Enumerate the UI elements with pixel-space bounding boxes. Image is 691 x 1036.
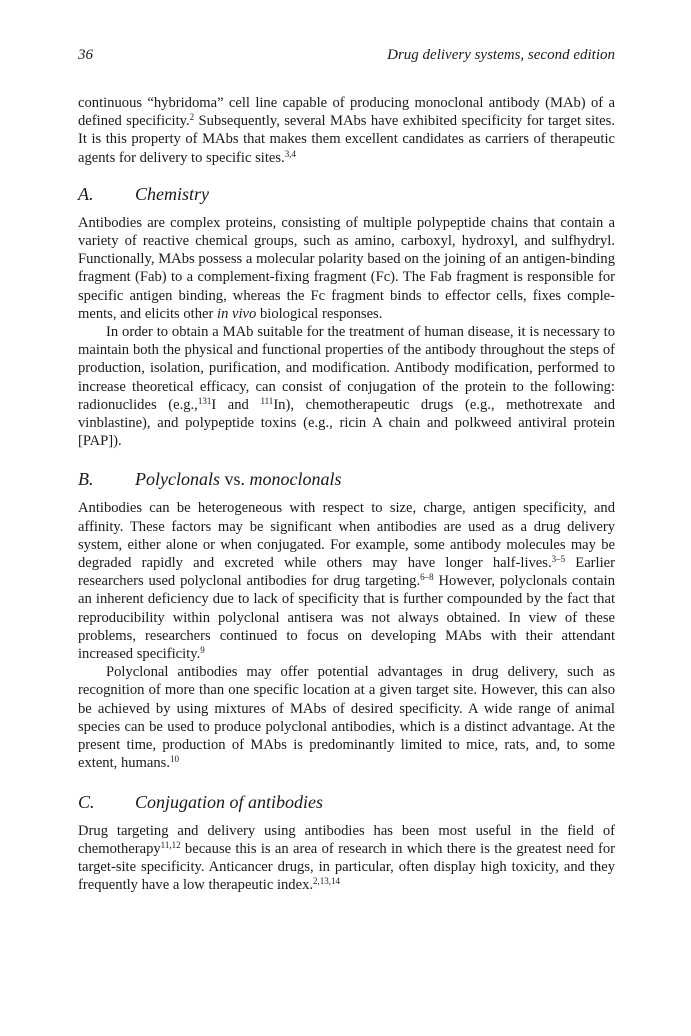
- section-b-paragraph-1: [78, 499, 615, 663]
- paragraph-text: biological responses.: [256, 305, 383, 322]
- intro-text-2: Subsequently, several MAbs have exhibited specificity for target sites. It is this property of MAbs that makes them excellent candidates as carriers of therapeutic agents for delivery to specific sites.: [78, 113, 615, 166]
- paragraph-text: Drug targeting and delivery using antibodies has been most useful in the field of chemotherapy: [78, 822, 615, 857]
- section-title: Chemistry: [135, 183, 209, 204]
- running-title: Drug delivery systems, second edition: [387, 47, 615, 63]
- section-a-paragraph-2: [78, 323, 615, 450]
- reference-superscript: 11,12: [160, 839, 181, 850]
- paragraph-text: Antibodies are complex proteins, consisting of multiple polypeptide chains that contain a variety of reactive chemical groups, such as amino, carboxyl, hydroxyl, and sulfhydryl. Functionally, MAbs possess a molecular polarity based on the joining of an antigen-binding fragment (Fab) to a complement-fixing fragment (Fc). The Fab fragment is responsible for specific antigen binding, whereas the Fc fragment binds to effector cells, fixes complements, and elicits other: [78, 214, 615, 322]
- paragraph-text: In order to obtain a MAb suitable for the treatment of human disease, it is necessary to maintain both the physical and functional properties of the antibody throughout the steps of production, isolation, purification, and modification. Antibody modification, performed to increase theoretical efficacy, can consist of conjugation of the protein to the following: radionuclides (e.g.,: [78, 324, 615, 413]
- section-title-vs: vs.: [224, 469, 245, 490]
- paragraph-text: In), chemotherapeutic drugs (e.g., methotrexate and vinblastine), and polypeptide toxins (e.g., ricin A chain and polkweed antiviral protein [PAP]).: [78, 396, 615, 450]
- section-a-paragraph-1: [78, 214, 615, 323]
- section-title-part: monoclonals: [245, 469, 342, 490]
- paragraph-text: Polyclonal antibodies may offer potential advantages in drug delivery, such as recognition of more than one specific location at a given target site. However, this can also be achieved by using mixtures of MAbs of desired specificity. A wide range of animal species can be used to produce polyclonal antibodies, which is a distinct advantage. At the present time, production of MAbs is predominantly limited to mice, rats, and, to some extent, humans.: [78, 664, 615, 772]
- section-b-paragraph-2: [78, 663, 615, 772]
- page-body: [78, 94, 615, 894]
- reference-superscript: 3,4: [284, 148, 296, 159]
- paragraph-text: because this is an area of research in which there is the greatest need for target-site specificity. Anticancer drugs, in particular, often display high toxicity, and they frequently have a low therapeutic index.: [78, 840, 615, 894]
- reference-superscript: 6–8: [420, 572, 434, 583]
- paragraph-text: I and: [211, 396, 261, 413]
- intro-text-1: continuous “hybridoma” cell line capable of producing monoclonal antibody (MAb) of a defined specificity.: [78, 95, 615, 130]
- section-c-paragraph-1: [78, 822, 615, 895]
- section-title: [135, 467, 342, 491]
- reference-superscript: 9: [200, 645, 205, 656]
- section-heading-c: [78, 790, 615, 814]
- page-number: 36: [78, 47, 93, 63]
- paragraph-text: However, polyclonals contain an inherent deficiency due to lack of specificity that is further compounded by the fact that reproducibility within polyclonal antisera was not always obtained. In view of these problems, researchers continued to focus on developing MAbs with their attendant increased specificity.: [78, 573, 616, 663]
- section-title: Conjugation of antibodies: [135, 791, 324, 812]
- italic-term: in vivo: [217, 305, 257, 322]
- page-header: [78, 47, 615, 67]
- section-heading-b: [78, 467, 615, 491]
- section-letter: A.: [78, 183, 94, 204]
- paragraph-text: Antibodies can be heterogeneous with respect to size, charge, antigen specificity, and affinity. These factors may be significant when antibodies are used as a drug delivery system, either alone or when conjugated. For example, some antibody molecules may be degraded rapidly and excreted while others may have longer half-lives.: [78, 500, 615, 572]
- reference-superscript: 3–5: [551, 554, 566, 565]
- section-heading-a: [78, 182, 615, 206]
- intro-paragraph: [78, 94, 615, 167]
- reference-superscript: 2: [189, 112, 195, 123]
- isotope-superscript: 111: [260, 395, 274, 406]
- section-title-part: Polyclonals: [135, 469, 225, 490]
- paragraph-text: Earlier researchers used polyclonal antibodies for drug targeting.: [78, 555, 615, 590]
- isotope-superscript: 131: [197, 395, 212, 406]
- section-letter: B.: [78, 469, 94, 490]
- section-letter: C.: [78, 791, 95, 812]
- reference-superscript: 10: [170, 754, 180, 765]
- reference-superscript: 2,13,14: [313, 876, 341, 887]
